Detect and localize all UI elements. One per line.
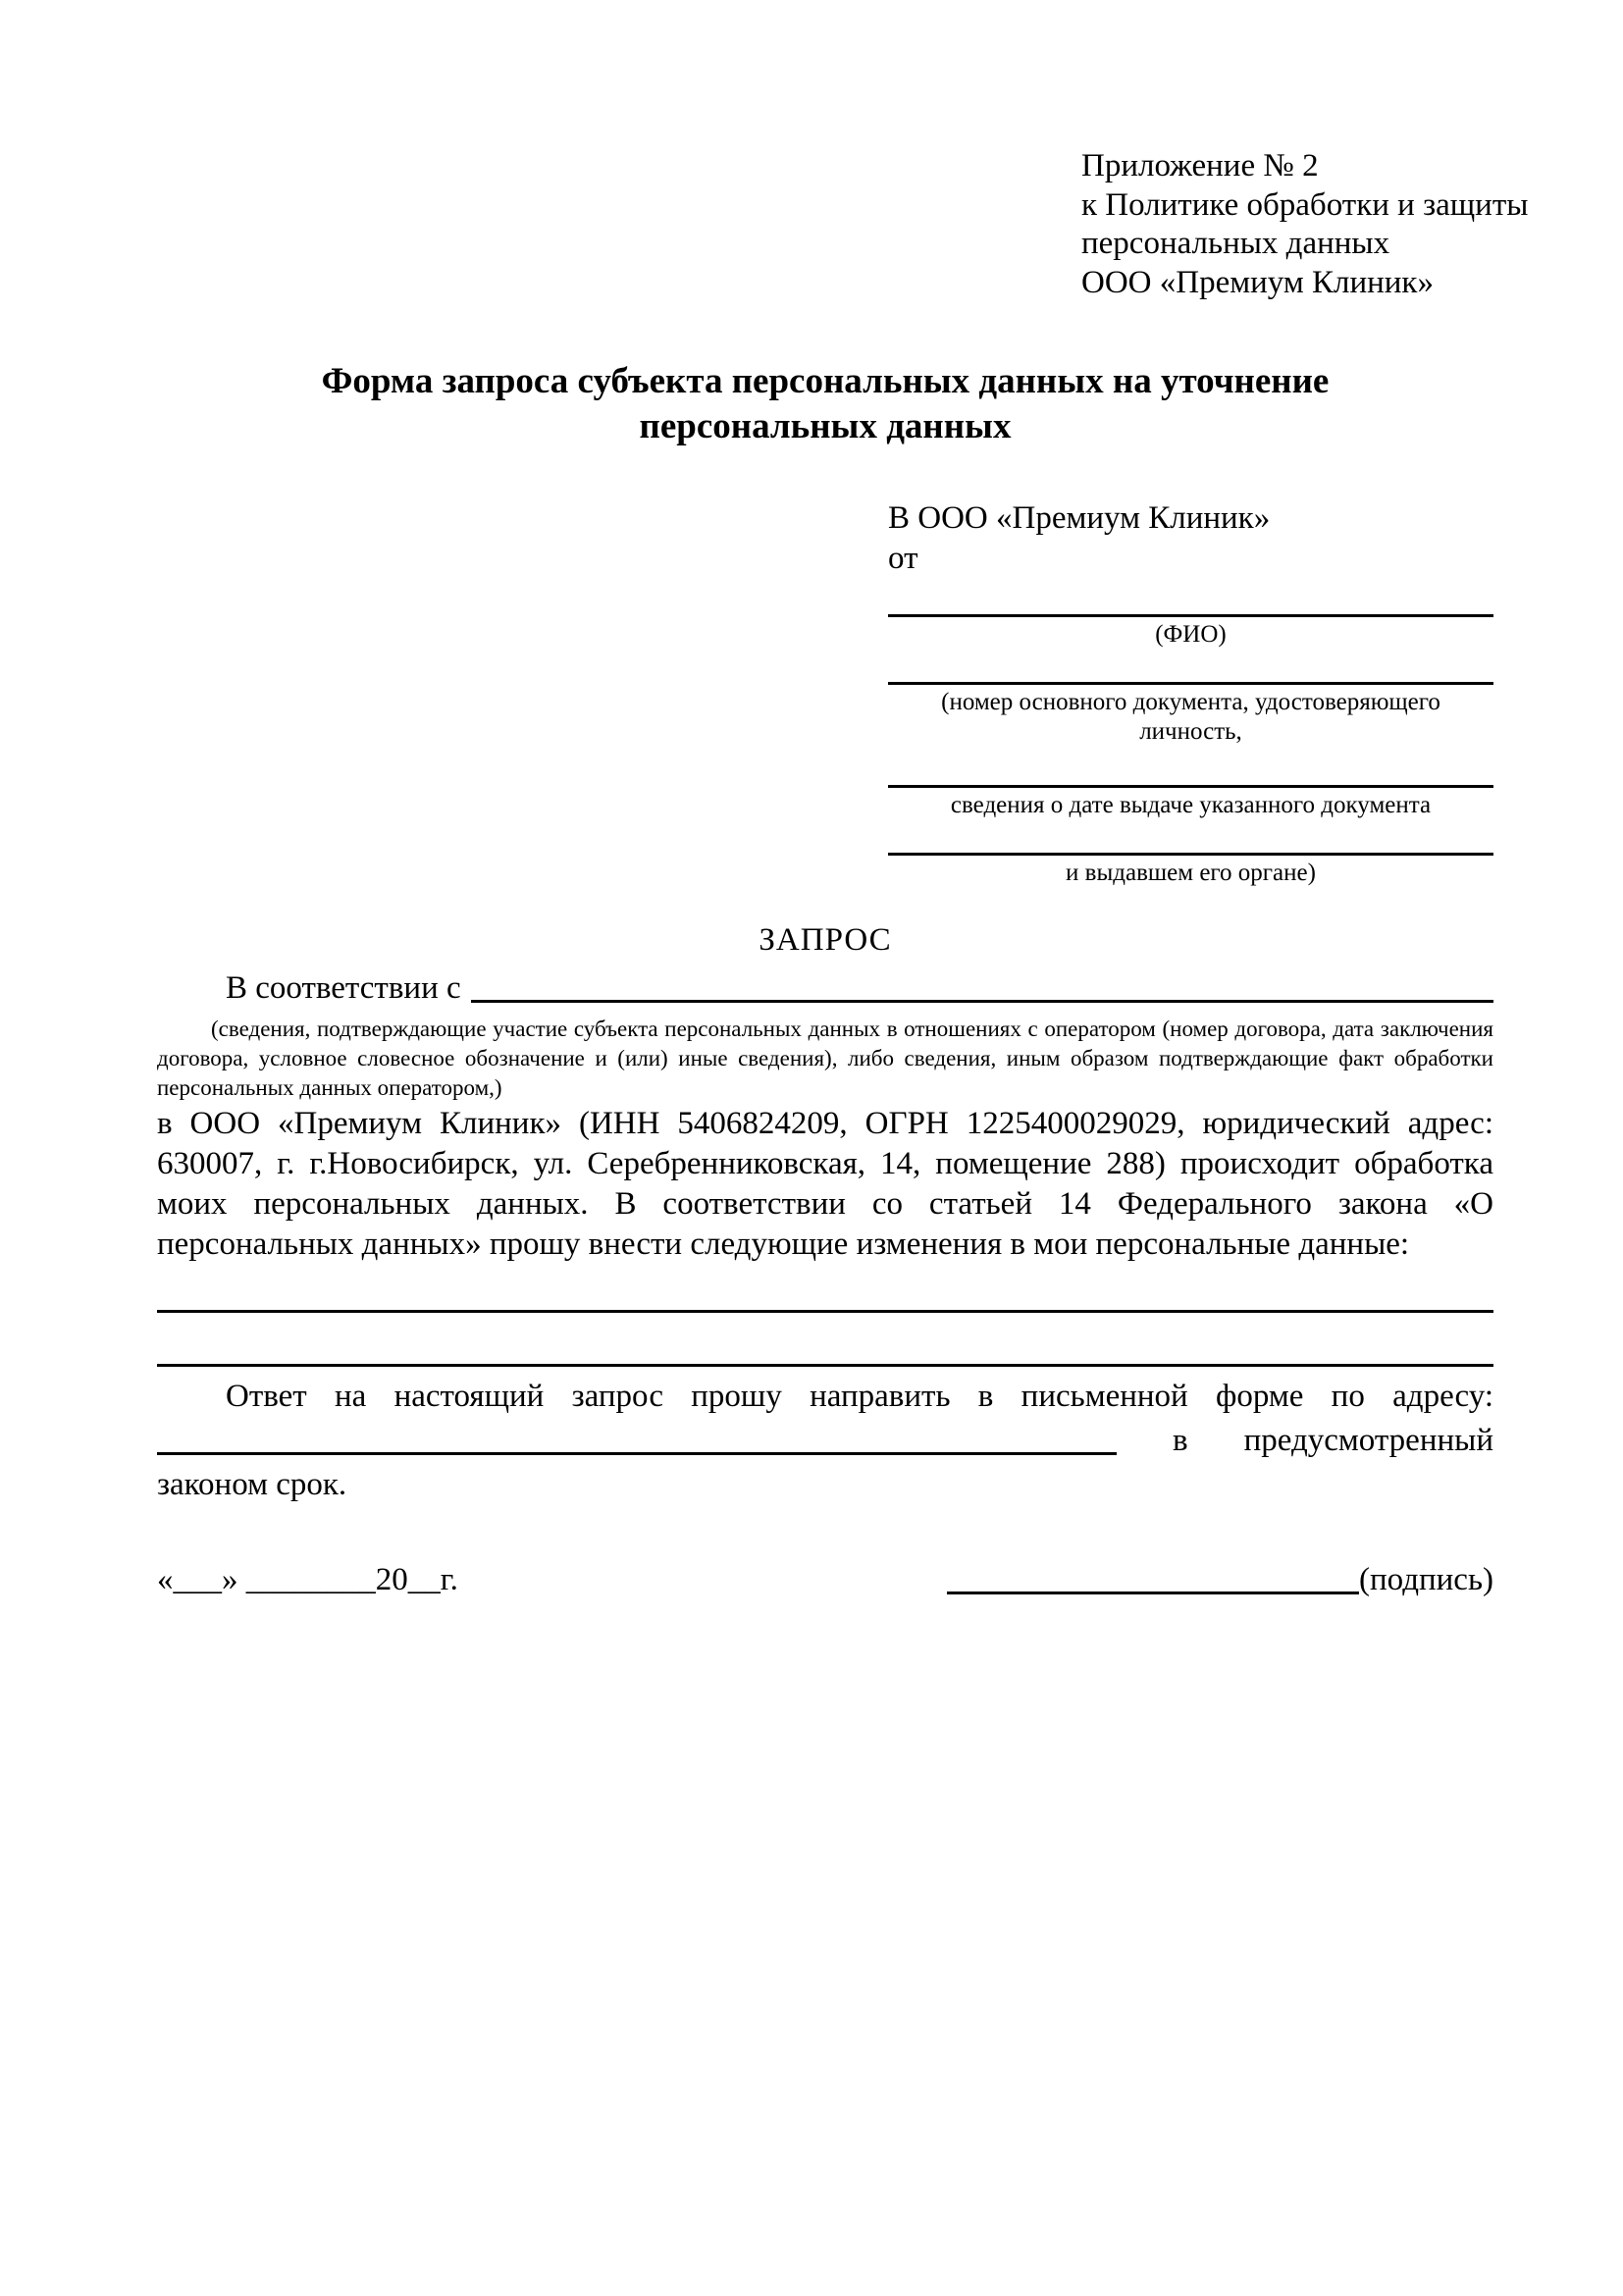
issue-date-caption: сведения о дате выдаче указанного документа — [950, 791, 1432, 818]
accordance-prefix: В соответствии с — [226, 969, 461, 1006]
issuing-authority-caption: и выдавшем его органе) — [1066, 859, 1316, 886]
annex-line-2: к Политике обработки и защиты — [1081, 186, 1529, 223]
request-footnote: (сведения, подтверждающие участие субъекта персональных данных в отношениях с оператором (номер договора, дата заключения договора, условное словесное обозначение и (или) иные сведения), либо сведения, иным образом подтверждающие факт обработки персональных данных оператором,) — [157, 1016, 1493, 1100]
fio-blank-line — [888, 614, 1493, 617]
request-heading: ЗАПРОС — [759, 921, 892, 958]
document-number-caption: (номер основного документа, удостоверяющего личность, — [941, 688, 1440, 745]
fio-caption: (ФИО) — [1155, 620, 1227, 648]
request-body: в ООО «Премиум Клиник» (ИНН 5406824209, ОГРН 1225400029029, юридический адрес: 630007, г. г.Новосибирск, ул. Серебренниковская, 14, помещение 288) происходит обработка моих персональных данных. В соответствии со статьей 14 Федерального закона «О персональных данных» прошу внести следующие изменения в мои персональные данные: — [157, 1106, 1493, 1263]
issuing-authority-blank-line — [888, 853, 1493, 856]
addressee-to: В ООО «Премиум Клиник» — [888, 500, 1271, 537]
document-number-blank-line — [888, 682, 1493, 685]
reply-address-row — [157, 1421, 1493, 1461]
changes-blank-line-1 — [157, 1310, 1493, 1313]
annex-line-1: Приложение № 2 — [1081, 148, 1319, 183]
accordance-blank-line — [471, 1000, 1493, 1003]
date-blank-line: «___» ________20__г. — [157, 1561, 458, 1597]
addressee-from-label: от — [888, 541, 918, 577]
annex-line-3: персональных данных — [1081, 226, 1390, 262]
reply-word-predusmotrennyi: предусмотренный — [1243, 1422, 1493, 1458]
signature-blank-line — [947, 1592, 1359, 1594]
page-title: Форма запроса субъекта персональных данных на уточнение персональных данных — [321, 361, 1330, 447]
reply-term-line: законом срок. — [157, 1466, 347, 1502]
annex-header — [1081, 147, 1529, 302]
signature-area — [947, 1560, 1493, 1600]
changes-blank-line-2 — [157, 1364, 1493, 1367]
address-blank-line — [157, 1452, 1117, 1455]
reply-address-line: Ответ на настоящий запрос прошу направить в письменной форме по адресу: — [226, 1379, 1493, 1415]
addressee-block — [888, 498, 1493, 888]
reply-word-v: в — [1173, 1422, 1188, 1458]
issue-date-blank-line — [888, 785, 1493, 788]
annex-line-4: ООО «Премиум Клиник» — [1081, 264, 1434, 300]
date-signature-row — [157, 1560, 1493, 1600]
accordance-row — [157, 968, 1493, 1009]
signature-caption: (подпись) — [1359, 1561, 1493, 1597]
